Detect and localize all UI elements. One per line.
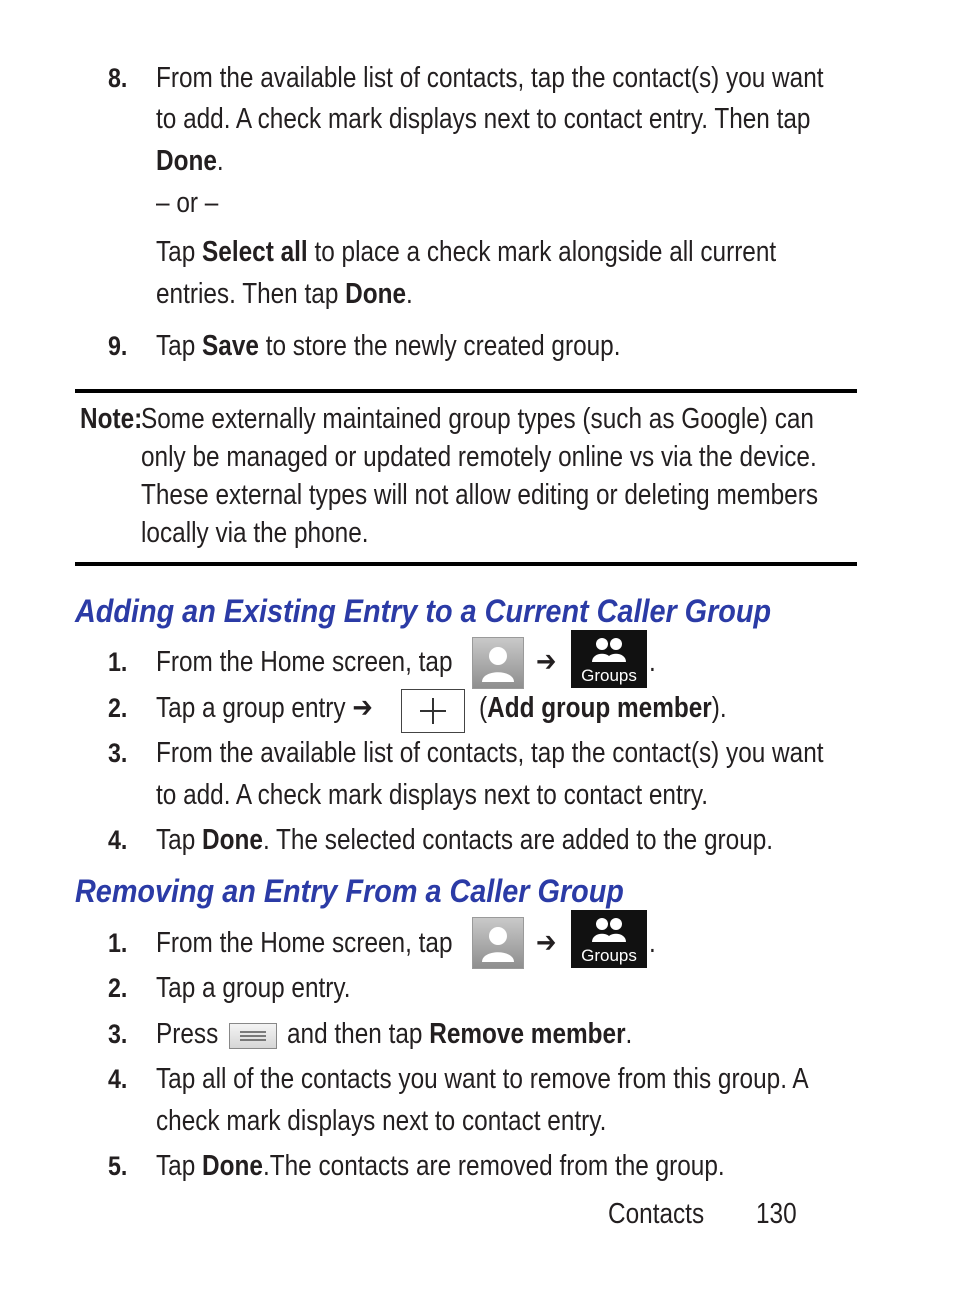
step-text: From the available list of contacts, tap the contact(s) you want [156, 737, 824, 769]
step-number: 2. [108, 693, 128, 723]
text: . [406, 278, 413, 310]
contacts-app-icon [472, 917, 524, 969]
text: Tap [156, 330, 203, 362]
text: Tap [156, 236, 203, 268]
groups-tab-icon [571, 630, 647, 688]
text: entries. Then tap [156, 278, 346, 310]
or-separator: – or – [156, 187, 219, 219]
section-heading: Adding an Existing Entry to a Current Caller Group [75, 593, 772, 629]
step-number: 8. [108, 63, 128, 93]
footer-section: Contacts [608, 1198, 705, 1230]
punctuation: ). [711, 692, 727, 724]
step-text: Tap a group entry. [156, 972, 351, 1004]
step-text [287, 1017, 632, 1051]
menu-key-icon [229, 1023, 277, 1049]
punctuation: . [216, 145, 224, 177]
step-text: Press [156, 1018, 219, 1050]
step-text: to add. A check mark displays next to contact entry. [156, 779, 708, 811]
note-text: only be managed or updated remotely online vs via the device. [141, 441, 817, 473]
punctuation: ( [479, 692, 488, 724]
note-text: These external types will not allow editing or deleting members [141, 479, 819, 511]
step-text [156, 144, 224, 178]
text: .The contacts are removed from the group. [262, 1150, 725, 1182]
punctuation: . [625, 1018, 633, 1050]
step-number: 9. [108, 331, 128, 361]
groups-tab-icon [571, 910, 647, 968]
ui-term: Save [202, 330, 259, 362]
arrow-icon: ➔ [536, 646, 557, 678]
step-text [156, 277, 413, 311]
step-number: 4. [108, 825, 128, 855]
step-number: 2. [108, 973, 128, 1003]
ui-term: Done [156, 145, 217, 177]
section-heading: Removing an Entry From a Caller Group [75, 873, 624, 909]
step-text: Tap all of the contacts you want to remove from this group. A [156, 1063, 809, 1095]
text: . The selected contacts are added to the group. [262, 824, 774, 856]
step-text: From the Home screen, tap [156, 927, 453, 959]
note-label: Note: [80, 403, 143, 435]
step-text [156, 329, 621, 363]
note-text: locally via the phone. [141, 517, 369, 549]
step-text: From the Home screen, tap [156, 646, 453, 678]
note-rule-top [75, 389, 857, 393]
ui-term: Remove member [429, 1018, 626, 1050]
ui-term: Done [345, 278, 407, 310]
step-number: 1. [108, 928, 128, 958]
ui-term: Done [202, 824, 263, 856]
step-text [156, 235, 776, 269]
groups-label: Groups [581, 946, 637, 965]
groups-label: Groups [581, 666, 637, 685]
note-text: Some externally maintained group types (such as Google) can [141, 403, 814, 435]
step-text [156, 823, 773, 857]
ui-term: Add group member [487, 692, 712, 724]
text: to place a check mark alongside all current [307, 236, 777, 268]
step-text: to add. A check mark displays next to contact entry. Then tap [156, 103, 811, 135]
punctuation: . [649, 927, 656, 959]
text: Tap [156, 1150, 203, 1182]
note-rule-bottom [75, 562, 857, 566]
arrow-icon: ➔ [536, 927, 557, 959]
step-text [156, 1149, 725, 1183]
contacts-app-icon [472, 637, 524, 689]
step-text: From the available list of contacts, tap the contact(s) you want [156, 62, 824, 94]
text: and then tap [287, 1018, 430, 1050]
step-number: 3. [108, 738, 128, 768]
punctuation: . [649, 646, 656, 678]
step-number: 4. [108, 1064, 128, 1094]
step-text [479, 691, 727, 725]
ui-term: Select all [202, 236, 308, 268]
text: Tap [156, 824, 203, 856]
ui-term: Done [202, 1150, 263, 1182]
text: to store the newly created group. [258, 330, 621, 362]
step-number: 1. [108, 647, 128, 677]
step-text: check mark displays next to contact entry. [156, 1105, 607, 1137]
step-number: 5. [108, 1151, 128, 1181]
step-number: 3. [108, 1019, 128, 1049]
page-number: 130 [756, 1198, 797, 1230]
step-text: Tap a group entry ➔ [156, 692, 373, 724]
add-icon [401, 689, 465, 733]
